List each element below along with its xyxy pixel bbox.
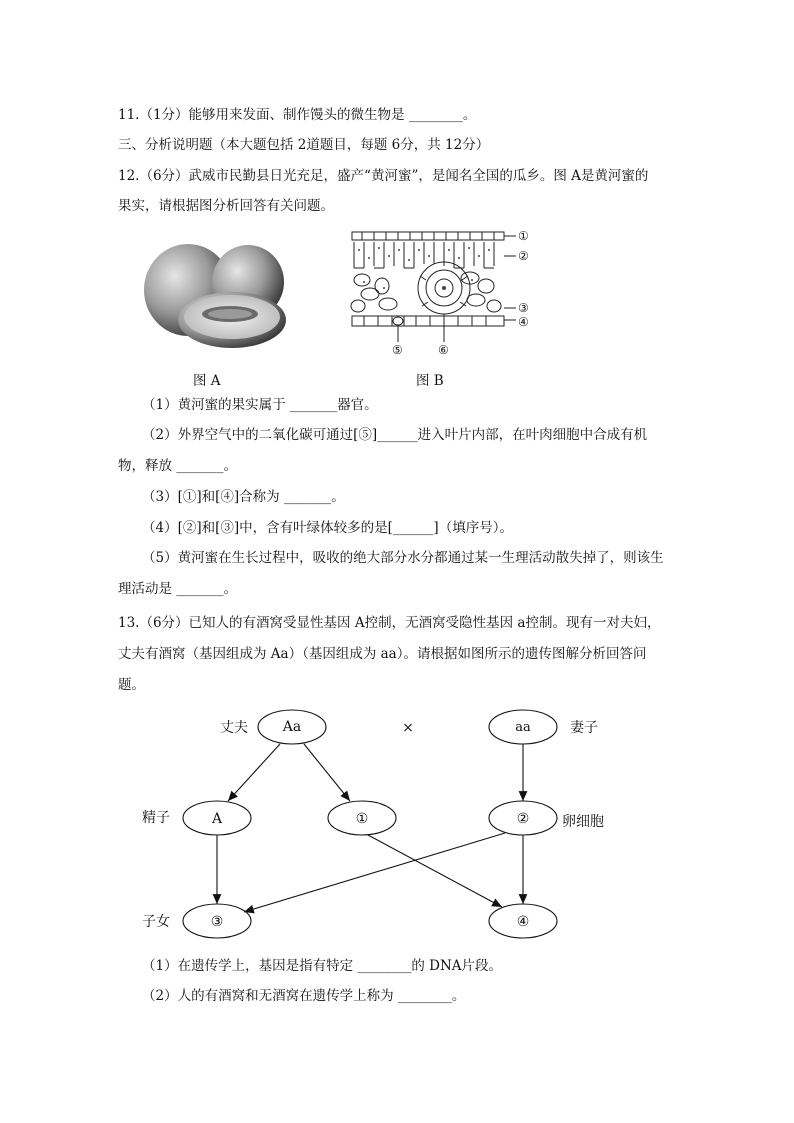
figure-b-label-5: ⑤	[392, 343, 403, 357]
husband-genotype: Aa	[282, 719, 302, 735]
question-13-line-1: 13.（6分）已知人的有酒窝受显性基因 A控制，无酒窝受隐性基因 a控制。现有一对夫妇，	[118, 615, 661, 631]
q13-subquestion-1: （1）在遗传学上，基因是指有特定 ________的 DNA片段。	[142, 958, 503, 974]
child-blank-4: ④	[516, 914, 530, 930]
question-13-line-3: 题。	[118, 677, 145, 693]
figure-b-label-3: ③	[518, 301, 529, 315]
figure-b-caption: 图 B	[416, 373, 444, 389]
child-blank-3: ③	[210, 914, 224, 930]
question-11: 11.（1分）能够用来发面、制作馒头的微生物是 ________。	[118, 107, 477, 123]
figure-a-melon-photo	[140, 240, 290, 350]
figure-a-caption: 图 A	[193, 373, 221, 389]
wife-genotype: aa	[515, 720, 531, 735]
q12-subquestion-2-line-2: 物，释放 _______。	[118, 458, 238, 474]
wife-label: 妻子	[570, 720, 598, 736]
q12-subquestion-4: （4）[②]和[③]中，含有叶绿体较多的是[______]（填序号）。	[142, 520, 513, 536]
cross-symbol: ×	[402, 720, 414, 736]
egg-label: 卵细胞	[562, 814, 604, 830]
question-13-line-2: 丈夫有酒窝（基因组成为 Aa）（基因组成为 aa）。请根据如图所示的遗传图解分析回答问	[118, 646, 647, 662]
figure-b-label-4: ④	[518, 315, 529, 329]
question-12-line-1: 12.（6分）武威市民勤县日光充足，盛产“黄河蜜”，是闻名全国的瓜乡。图 A是黄河蜜的	[118, 168, 649, 184]
child-label: 子女	[142, 914, 170, 930]
question-12-line-2: 果实，请根据图分析回答有关问题。	[118, 198, 334, 214]
sperm-blank-1: ①	[355, 811, 369, 827]
sperm-genotype-a: A	[211, 811, 223, 827]
section-heading: 三、分析说明题（本大题包括 2道题目，每题 6分，共 12分）	[118, 137, 490, 153]
sperm-label: 精子	[142, 810, 170, 826]
figure-b-label-6: ⑥	[438, 343, 449, 357]
q12-subquestion-5-line-2: 理活动是 _______。	[118, 581, 238, 597]
figure-b-label-1: ①	[518, 229, 529, 243]
figure-b-label-2: ②	[518, 249, 529, 263]
egg-blank-2: ②	[516, 811, 530, 827]
genetic-cross-diagram	[130, 700, 630, 950]
husband-label: 丈夫	[220, 720, 248, 736]
q12-subquestion-1: （1）黄河蜜的果实属于 _______器官。	[142, 397, 378, 413]
figure-b-leaf-cross-section	[348, 228, 538, 358]
q12-subquestion-5-line-1: （5）黄河蜜在生长过程中，吸收的绝大部分水分都通过某一生理活动散失掉了，则该生	[142, 550, 664, 566]
q12-subquestion-2-line-1: （2）外界空气中的二氧化碳可通过[⑤]______进入叶片内部，在叶肉细胞中合成有机	[142, 427, 648, 443]
q12-subquestion-3: （3）[①]和[④]合称为 _______。	[142, 489, 345, 505]
q13-subquestion-2: （2）人的有酒窝和无酒窝在遗传学上称为 ________。	[142, 988, 466, 1004]
